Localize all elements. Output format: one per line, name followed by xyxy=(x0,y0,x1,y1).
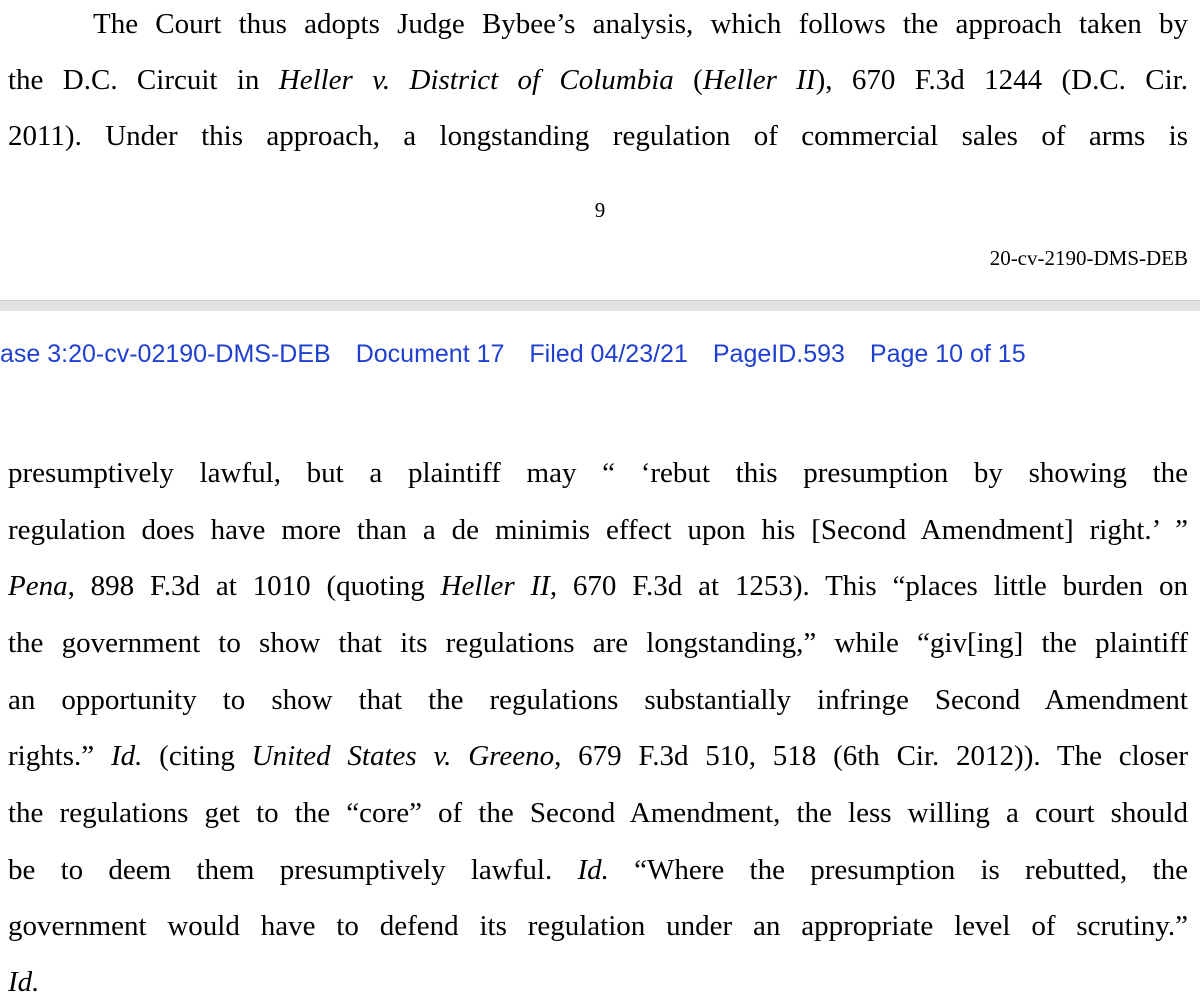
header-page: Page 10 of 15 xyxy=(869,340,1026,368)
header-case: ase 3:20-cv-02190-DMS-DEB xyxy=(0,340,331,368)
header-filed: Filed 04/23/21 xyxy=(529,340,688,368)
header-pageid: PageID.593 xyxy=(712,340,845,368)
text-line: the D.C. Circuit in Heller v. District of Columbia (Heller II), 670 F.3d 1244 (D.C. Cir. xyxy=(8,64,1188,96)
text-line: Id. xyxy=(8,966,40,998)
text-line: the government to show that its regulations are longstanding,” while “giv[ing] the plaintiff xyxy=(8,627,1188,659)
case-number-footer: 20-cv-2190-DMS-DEB xyxy=(989,246,1188,270)
text-line: The Court thus adopts Judge Bybee’s analysis, which follows the approach taken by xyxy=(93,8,1188,40)
text-line: an opportunity to show that the regulations substantially infringe Second Amendment xyxy=(8,684,1188,716)
text-line: the regulations get to the “core” of the Second Amendment, the less willing a court should xyxy=(8,797,1188,829)
page-separator xyxy=(0,300,1200,311)
text-line: 2011). Under this approach, a longstanding regulation of commercial sales of arms is xyxy=(8,120,1188,152)
text-line: Pena, 898 F.3d at 1010 (quoting Heller II, 670 F.3d at 1253). This “places little burden on xyxy=(8,570,1188,602)
header-document: Document 17 xyxy=(355,340,505,368)
text-line: be to deem them presumptively lawful. Id. “Where the presumption is rebutted, the xyxy=(8,854,1188,886)
text-line: rights.” Id. (citing United States v. Greeno, 679 F.3d 510, 518 (6th Cir. 2012)). The closer xyxy=(8,740,1188,772)
text-line: regulation does have more than a de minimis effect upon his [Second Amendment] right.’ ” xyxy=(8,514,1188,546)
page-number: 9 xyxy=(594,198,606,222)
text-line: government would have to defend its regulation under an appropriate level of scrutiny.” xyxy=(8,910,1188,942)
text-line: presumptively lawful, but a plaintiff may “ ‘rebut this presumption by showing the xyxy=(8,457,1188,489)
filing-header xyxy=(0,340,1051,369)
